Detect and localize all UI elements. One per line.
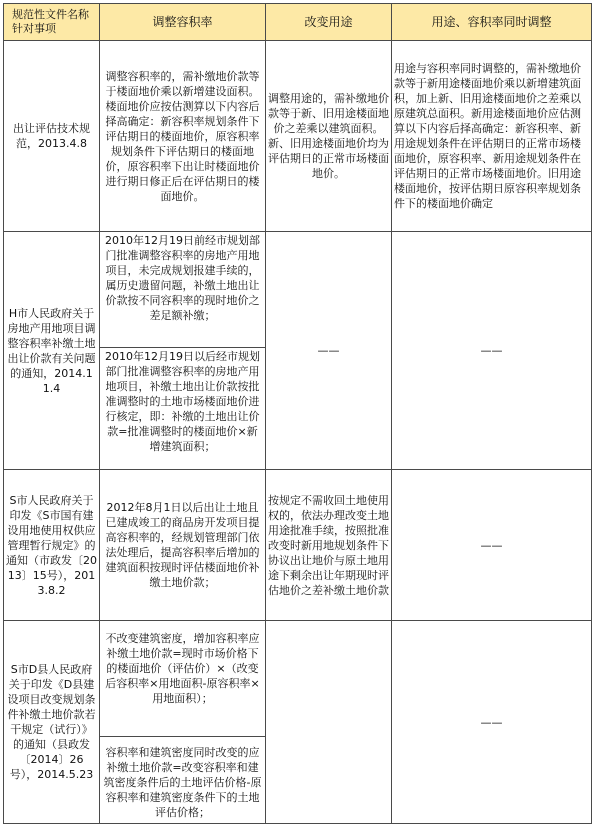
header-both: 用途、容积率同时调整 — [392, 4, 592, 41]
row-doc: H市人民政府关于房地产用地项目调整容积率补缴土地出让价款有关问题的通知，2014.11.4 — [4, 232, 100, 470]
table-row — [4, 621, 592, 824]
row-use: —— — [266, 232, 392, 470]
table-row — [4, 232, 592, 470]
table-row — [4, 470, 592, 621]
row-both: —— — [392, 621, 592, 824]
policy-comparison-table — [3, 3, 592, 824]
row-both: —— — [392, 232, 592, 470]
row-both: 用途与容积率同时调整的，需补缴地价款等于新用途楼面地价乘以新增建筑面积，加上新、旧用途楼面地价之差乘以原建筑总面积。新用途楼面地价应估测算以下内容后择高确定：新容积率、新用途规划条件在评估期日的正常市场楼面地价，原容积率、新用途规划条件在评估期日的正常市场楼面地价。旧用途楼面地价，按评估期日原容积率规划条件下的楼面地价确定 — [392, 41, 592, 232]
row-both: —— — [392, 470, 592, 621]
row-far-group — [100, 232, 266, 470]
row-use: 按规定不需收回土地使用权的，依法办理改变土地用途批准手续，按照批准改变时新用地规划条件下协议出让地价与原土地用途下剩余出让年期现时评估地价之差补缴土地价款 — [266, 470, 392, 621]
row-use — [266, 621, 392, 824]
row-doc: 出让评估技术规范，2013.4.8 — [4, 41, 100, 232]
row-doc: S市人民政府关于印发《S市国有建设用地使用权供应管理暂行规定》的通知（市政发〔2013〕15号），2013.8.2 — [4, 470, 100, 621]
table-row — [4, 41, 592, 232]
header-use: 改变用途 — [266, 4, 392, 41]
row-doc: S市D县人民政府关于印发《D县建设项目改变规划条件补缴土地价款若干规定（试行）》的通知（县政发〔2014〕26号），2014.5.23 — [4, 621, 100, 824]
table-header-row — [4, 4, 592, 41]
row-far-item: 2010年12月19日前经市规划部门批准调整容积率的房地产用地项目，未完成规划报建手续的，属历史遗留问题，补缴土地出让价款按不同容积率的现时地价之差足额补缴； — [105, 234, 260, 322]
row-use: 调整用途的，需补缴地价款等于新、旧用途楼面地价之差乘以建筑面积。新、旧用途楼面地价均为评估期日的正常市场楼面地价。 — [266, 41, 392, 232]
row-far-group — [100, 621, 266, 824]
row-far-item: 容积率和建筑密度同时改变的应补缴土地价款=改变容积率和建筑密度条件后的土地评估价格-原容积率和建筑密度条件下的土地评估价格； — [100, 736, 265, 821]
row-far: 2012年8月1日以后出让土地且已建成竣工的商品房开发项目提高容积率的，经规划管理部门依法处理后，提高容积率后增加的建筑面积按现时评估楼面地价补缴土地价款； — [100, 470, 266, 621]
row-far-item: 不改变建筑密度，增加容积率应补缴土地价款=现时市场价格下的楼面地价（评估价）×（改变后容积率×用地面积-原容积率×用地面积）； — [105, 632, 260, 705]
row-far: 调整容积率的，需补缴地价款等于楼面地价乘以新增建设面积。楼面地价应按估测算以下内容后择高确定：新容积率规划条件下评估期日的楼面地价，原容积率规划条件下评估期日的楼面地价，原容积率下出让时楼面地价进行期日修正后在评估期日的楼面地价。 — [100, 41, 266, 232]
row-far-item: 2010年12月19日以后经市规划部门批准调整容积率的房地产用地项目，补缴土地出让价款按批准调整时的土地市场楼面地价进行核定，即：补缴的土地出让价款=批准调整时的楼面地价×新增建筑面积； — [100, 347, 265, 455]
header-doc: 规范性文件名称针对事项 — [4, 4, 100, 41]
header-far: 调整容积率 — [100, 4, 266, 41]
